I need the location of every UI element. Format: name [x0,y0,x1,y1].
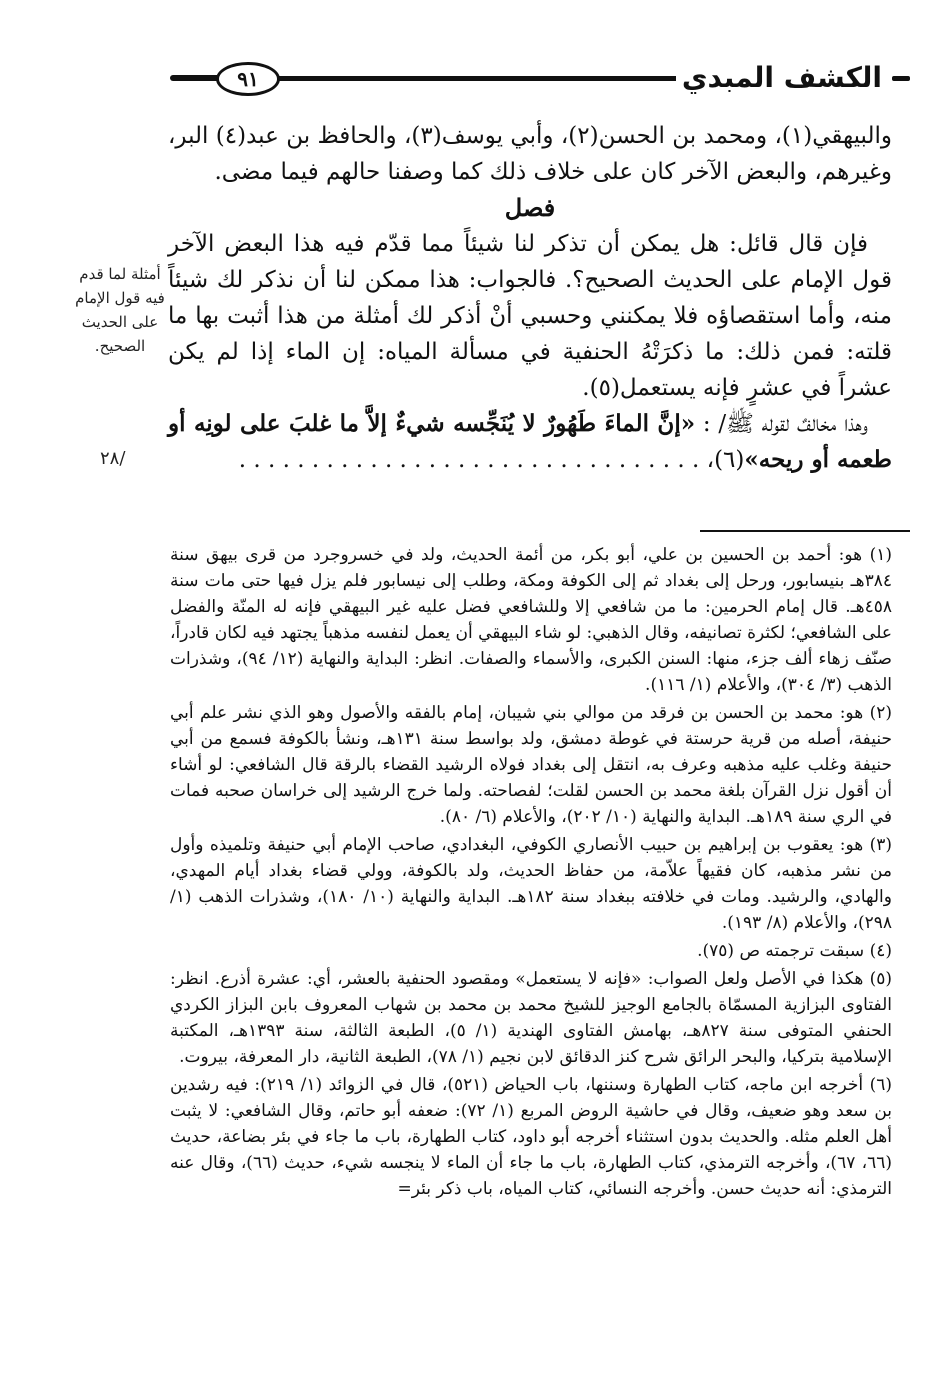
footnote-separator [700,530,910,532]
book-title: الكشف المبدي [676,58,888,98]
paragraph-intro: والبيهقي(١)، ومحمد بن الحسن(٢)، وأبي يوسف(٣)، والحافظ بن عبد(٤) البر، وغيرهم، والبعض الآخر كان على خلاف ذلك كما وصفنا حالهم فيما مضى. [168,123,892,185]
page-header [170,58,910,98]
paragraph-hadith [168,406,892,478]
manuscript-folio-ref: /٢٨ [100,448,126,469]
footnote-4: (٤) سبقت ترجمته ص (٧٥). [697,941,892,961]
footnote-1: (١) هو: أحمد بن الحسين بن علي، أبو بكر، من أئمة الحديث، ولد في خسروجرد من قرى بيهق سنة ٣٨٤هـ بنيسابور، ورحل إلى بغداد ثم إلى الكوفة ومكة، وطلب إلى نيسابور فلم يزل فيها حتى مات سنة ٤٥٨هـ. قال إمام الحرمين: ما من شافعي إلا وللشافعي فضل عليه غير البيهقي فإنه له المنّة والفضل على الشافعي؛ لكثرة تصانيفه، وقال الذهبي: لو شاء البيهقي أن يعمل لنفسه مذهباً يجتهد فيه لكان قادراً، صنّف زهاء ألف جزء، منها: السنن الكبرى، والأسماء والصفات. انظر: البداية والنهاية (١٢/ ٩٤)، وشذرات الذهب (٣/ ٣٠٤)، والأعلام (١/ ١١٦). [170,545,892,695]
page-number: ٩١ [216,62,280,96]
footnote-2: (٢) هو: محمد بن الحسن بن فرقد من موالي بني شيبان، إمام بالفقه والأصول وهو الذي نشر علم أبي حنيفة، أصله من قرية حرستة في غوطة دمشق، ولد بواسط سنة ١٣١هـ، ونشأ بالكوفة فسمع من أبي حنيفة وغلب عليه مذهبه وعرف به، انتقل إلى بغداد فولاه الرشيد القضاء بالرقة قال الشافعي: لو أشاء أن أقول نزل القرآن بلغة محمد بن الحسن لقلت؛ لفصاحته. ولما خرج الرشيد إلى خراسان صحبه فمات في الري سنة ١٨٩هـ. البداية والنهاية (١٠/ ٢٠٢)، والأعلام (٦/ ٨٠). [170,703,893,827]
hadith-text: «إنَّ الماءَ طَهُورٌ لا يُنَجِّسه شيءٌ إلاَّ ما غلبَ على لونِه أو طعمه أو ريحه» [168,410,892,473]
paragraph-question: فإن قال قائل: هل يمكن أن تذكر لنا شيئاً مما قدّم فيه هذا البعض الآخر قول الإمام على الحديث الصحيح؟. فالجواب: هذا ممكن لنا أن نذكر لك شيئاً منه، وأما استقصاؤه فلا يمكنني وحسبي أنْ أذكر لك أمثلة من هذا أثبت بها ما قلته: فمن ذلك: ما ذكرَتْهُ الحنفية في مسألة المياه: إن الماء إذا لم يكن عشراً في عشرٍ فإنه يستعمل(٥). [168,231,892,401]
footnote-5: (٥) هكذا في الأصل ولعل الصواب: «فإنه لا يستعمل» ومقصود الحنفية بالعشر، أي: عشرة أذرع. انظر: الفتاوى البزازية المسمّاة بالجامع الوجيز للشيخ محمد بن محمد بن شهاب المعروف بابن البزاز الكردي الحنفي المتوفى سنة ٨٢٧هـ، بهامش الفتاوى الهندية (١/ ٥)، الطبعة الثالثة، سنة ١٣٩٣هـ، المكتبة الإسلامية بتركيا، والبحر الرائق شرح كنز الدقائق لابن نجيم (١/ ٧٨)، الطبعة الثانية، دار المعرفة، بيروت. [170,969,892,1067]
main-text [168,118,892,478]
hadith-intro: وهذا مخالفٌ لقوله ﷺ/ : [695,411,868,437]
footnote-6: (٦) أخرجه ابن ماجه، كتاب الطهارة وسننها، باب الحياض (٥٢١)، قال في الزوائد (١/ ٢١٩): فيه رشدين بن سعد وهو ضعيف، وقال في حاشية الروض المربع (١/ ٧٢): ضعفه أبو حاتم، وقال الشافعي: لا يثبت أهل العلم مثله. والحديث بدون استثناء أخرجه أبو داود، كتاب الطهارة، باب ما جاء في بئر بضاعة، حديث (٦٦، ٦٧)، وأخرجه الترمذي، كتاب الطهارة، باب ما جاء أن الماء لا ينجسه شيء، حديث (٦٦)، وقال عنه الترمذي: أنه حديث حسن. وأخرجه النسائي، كتاب المياه، باب ذكر بئر= [170,1075,893,1199]
header-rule-left [170,75,220,81]
footnotes [170,542,892,1204]
header-rule-tail [892,76,910,81]
section-heading: فصل [504,193,556,222]
margin-note: أمثلة لما قدم فيه قول الإمام على الحديث الصحيح. [75,265,165,355]
hadith-footnote-ref: (٦)، [699,447,745,473]
ellipsis-dots: . . . . . . . . . . . . . . . . . . . . . . . . . . . . . . . . [238,447,700,473]
footnote-3: (٣) هو: يعقوب بن إبراهيم بن حبيب الأنصاري الكوفي، البغدادي، صاحب الإمام أبي حنيفة وتلميذه وأول من نشر مذهبه، كان فقيهاً علاّمة، من حفاظ الحديث، ولد بالكوفة، وولي قضاء بغداد أيام المهدي، والهادي، والرشيد. ومات في خلافته ببغداد سنة ١٨٢هـ. البداية والنهاية (١٠/ ١٨٠)، وشذرات الذهب (١/ ٢٩٨)، والأعلام (٨/ ١٩٣). [170,835,892,933]
